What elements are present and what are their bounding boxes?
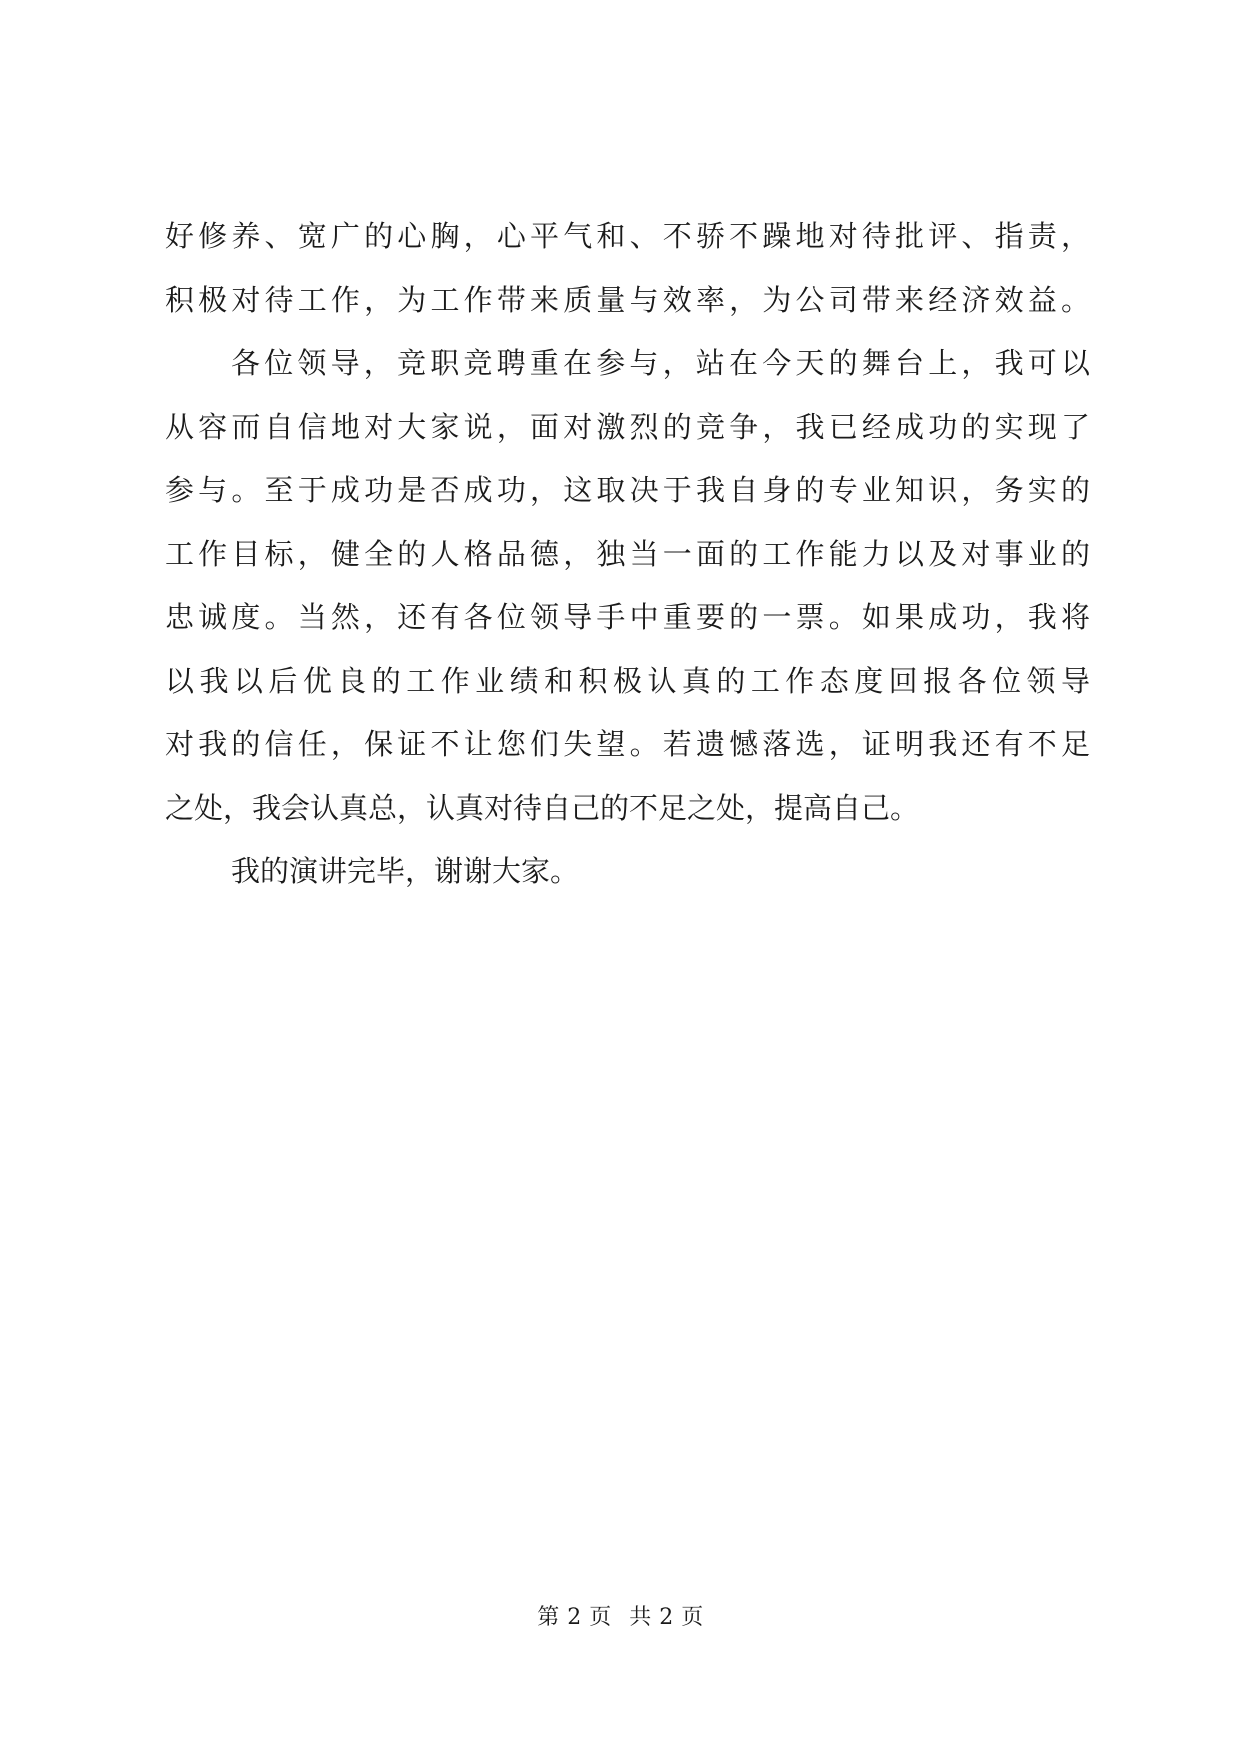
document-body <box>165 205 1090 904</box>
text-line: 从容而自信地对大家说，面对激烈的竞争，我已经成功的实现了 <box>165 409 1090 444</box>
text-line: 对我的信任，保证不让您们失望。若遗憾落选，证明我还有不足 <box>165 727 1090 761</box>
closing-line: 我的演讲完毕，谢谢大家。 <box>231 854 580 888</box>
text-line: 工作目标，健全的人格品德，独当一面的工作能力以及对事业的 <box>165 536 1090 571</box>
text-line: 之处，我会认真总，认真对待自己的不足之处，提高自己。 <box>165 790 920 825</box>
text-line: 积极对待工作，为工作带来质量与效率，为公司带来经济效益。 <box>165 282 1090 317</box>
paragraph-start-line: 各位领导，竞职竞聘重在参与，站在今天的舞台上，我可以 <box>231 346 1090 380</box>
text-line: 忠诚度。当然，还有各位领导手中重要的一票。如果成功，我将 <box>165 600 1090 634</box>
text-line: 参与。至于成功是否成功，这取决于我自身的专业知识，务实的 <box>165 473 1090 507</box>
text-line: 好修养、宽广的心胸，心平气和、不骄不躁地对待批评、指责， <box>165 219 1090 253</box>
page-number: 第 2 页 <box>537 1605 612 1630</box>
page-total: 共 2 页 <box>629 1605 704 1630</box>
text-line: 以我以后优良的工作业绩和积极认真的工作态度回报各位领导 <box>165 663 1090 698</box>
page-footer <box>0 1603 1241 1633</box>
